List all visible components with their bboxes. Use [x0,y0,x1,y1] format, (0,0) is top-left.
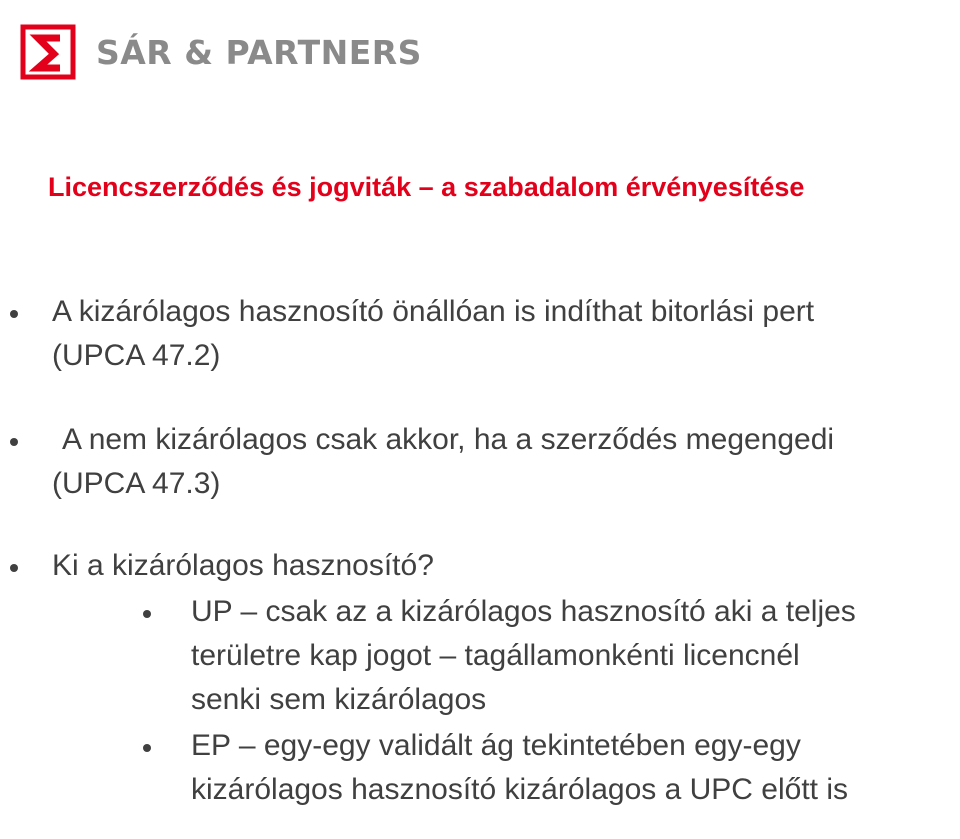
bullet-line: kizárólagos hasznosító kizárólagos a UPC előtt is [191,773,848,806]
bullet-line: A kizárólagos hasznosító önállóan is indíthat bitorlási pert [52,295,815,328]
bullet-icon [10,310,18,318]
bullet-list [0,290,960,812]
sub-bullet-item [0,724,960,812]
bullet-line: UP – csak az a kizárólagos hasznosító aki a teljes [191,595,856,628]
bullet-icon [143,744,151,752]
bullet-line: EP – egy-egy validált ág tekintetében egy-egy [191,729,801,762]
slide-title: Licencszerződés és jogviták – a szabadalom érvényesítése [48,172,805,202]
bullet-line: senki sem kizárólagos [191,683,487,716]
bullet-line: (UPCA 47.3) [52,467,221,500]
bullet-item [0,418,960,506]
s-logo-icon [20,24,76,80]
bullet-line: A nem kizárólagos csak akkor, ha a szerződés megengedi [62,423,835,456]
bullet-icon [143,610,151,618]
bullet-icon [10,438,18,446]
bullet-icon [10,564,18,572]
brand-name: SÁR & PARTNERS [96,32,422,72]
bullet-item [0,544,960,588]
header [20,22,422,82]
bullet-line: területre kap jogot – tagállamonkénti licencnél [191,639,800,672]
bullet-line: Ki a kizárólagos hasznosító? [52,549,434,582]
bullet-line: (UPCA 47.2) [52,339,221,372]
sub-bullet-item [0,590,960,722]
bullet-item [0,290,960,378]
